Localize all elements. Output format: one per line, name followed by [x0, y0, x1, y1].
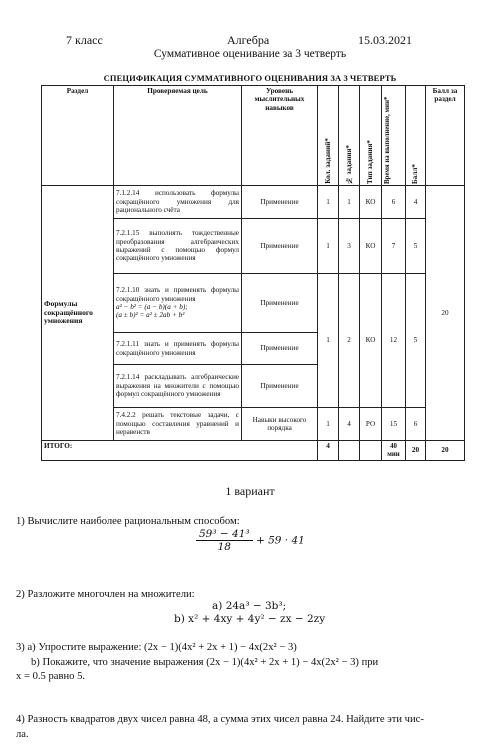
section-name: Формулы сокращённого умножения: [42, 186, 114, 441]
level-cell: Применение: [242, 186, 318, 219]
total-time: 40 мин: [382, 441, 406, 461]
task-1-numerator: 59³ − 41³: [196, 528, 253, 541]
total-row: [42, 441, 465, 461]
col-type: Тип задания*: [366, 139, 375, 184]
spec-title: СПЕЦИФИКАЦИЯ СУММАТИВНОГО ОЦЕНИВАНИЯ ЗА 3 ЧЕТВЕРТЬ: [103, 73, 397, 83]
count-cell: 1: [318, 219, 339, 274]
time-cell: 6: [382, 186, 406, 219]
task-4-line1: 4) Разность квадратов двух чисел равна 48, а сумма этих чисел равна 24. Найдите эти чис-: [16, 714, 424, 725]
col-goal: Проверяемая цель: [114, 86, 242, 186]
total-label: ИТОГО:: [42, 441, 318, 461]
spec-table: [41, 85, 465, 461]
num-cell: 2: [339, 274, 360, 408]
time-cell: 7: [382, 219, 406, 274]
task-1-tail: + 59 · 41: [255, 534, 305, 547]
count-cell: 1: [318, 186, 339, 219]
num-cell: 4: [339, 408, 360, 441]
page-title: Суммативное оценивание за 3 четверть: [153, 48, 347, 60]
num-cell: 3: [339, 219, 360, 274]
task-3-b-line2: x = 0.5 равно 5.: [16, 671, 86, 682]
count-cell: 1: [318, 274, 339, 408]
score-cell: 5: [406, 219, 426, 274]
goal-formula-1: a² − b² = (a − b)(a + b);: [116, 303, 188, 311]
variant-label: 1 вариант: [225, 484, 275, 498]
table-row: [42, 186, 465, 219]
col-time: Время на выполнение, мин*: [384, 96, 391, 184]
date-label: 15.03.2021: [358, 33, 412, 47]
level-cell: Применение: [242, 274, 318, 333]
score-cell: 5: [406, 274, 426, 408]
col-section: Раздел: [42, 86, 114, 186]
subject-label: Алгебра: [227, 33, 270, 47]
col-level: Уровень мыслительных навыков: [242, 86, 318, 186]
task-3-b-line1: b) Покажите, что значение выражения (2x − 1)(4x² + 2x + 1) − 4x(2x² − 3) при: [31, 657, 379, 668]
goal-cell: 7.4.2.2 решать текстовые задачи, с помощью составления уравнений и неравенств: [114, 408, 242, 441]
goal-cell: 7.2.1.11 знать и применять формулы сокращённого умножения: [114, 333, 242, 365]
task-1-denominator: 18: [217, 541, 231, 553]
total-score: 20: [406, 441, 426, 461]
task-3-a: 3) а) Упростите выражение: (2x − 1)(4x² + 2x + 1) − 4x(2x² − 3): [16, 642, 297, 653]
goal-cell: 7.2.1.14 раскладывать алгебраические выражения на множители с помощью формул сокращённого умножения: [114, 365, 242, 408]
goal-formula-2: (a ± b)² = a² ± 2ab + b²: [116, 311, 185, 320]
goal-cell: 7.2.1.15 выполнять тождественные преобразования алгебраических выражений с помощью формул сокращённого умножения: [114, 219, 242, 274]
task-1-fraction: [196, 528, 253, 553]
type-cell: КО: [360, 274, 382, 408]
task-2-a: а) 24a³ − 3b³;: [212, 600, 287, 612]
level-cell: Применение: [242, 219, 318, 274]
task-2-b: b) x² + 4xy + 4y² − zx − 2zy: [174, 613, 326, 625]
col-section-score: Балл за раздел: [426, 86, 465, 186]
count-cell: 1: [318, 408, 339, 441]
goal-cell: [114, 274, 242, 333]
col-score: Балл*: [411, 163, 420, 184]
goal-cell: 7.1.2.14 использовать формулы сокращённого умножения для рационального счёта: [114, 186, 242, 219]
total-count: 4: [318, 441, 339, 461]
level-cell: Применение: [242, 333, 318, 365]
level-cell: Навыки высокого порядка: [242, 408, 318, 441]
task-1-text: 1) Вычислите наиболее рациональным способом:: [16, 516, 240, 527]
type-cell: КО: [360, 186, 382, 219]
time-cell: 15: [382, 408, 406, 441]
num-cell: 1: [339, 186, 360, 219]
task-1-expression: [196, 528, 305, 553]
col-num: № задания*: [344, 144, 353, 184]
total-section-score: 20: [426, 441, 465, 461]
level-cell: Применение: [242, 365, 318, 408]
section-score-cell: 20: [426, 186, 465, 441]
task-2-text: 2) Разложите многочлен на множители:: [16, 589, 195, 600]
time-cell: 12: [382, 274, 406, 408]
score-cell: 4: [406, 186, 426, 219]
type-cell: РО: [360, 408, 382, 441]
header-row: [42, 86, 465, 186]
grade-label: 7 класс: [66, 33, 103, 47]
type-cell: КО: [360, 219, 382, 274]
task-4-line2: ла.: [16, 729, 29, 740]
goal-text: 7.2.1.10 знать и применять формулы сокращённого умножения: [116, 286, 239, 303]
score-cell: 6: [406, 408, 426, 441]
col-count: Кол. заданий*: [323, 138, 332, 184]
